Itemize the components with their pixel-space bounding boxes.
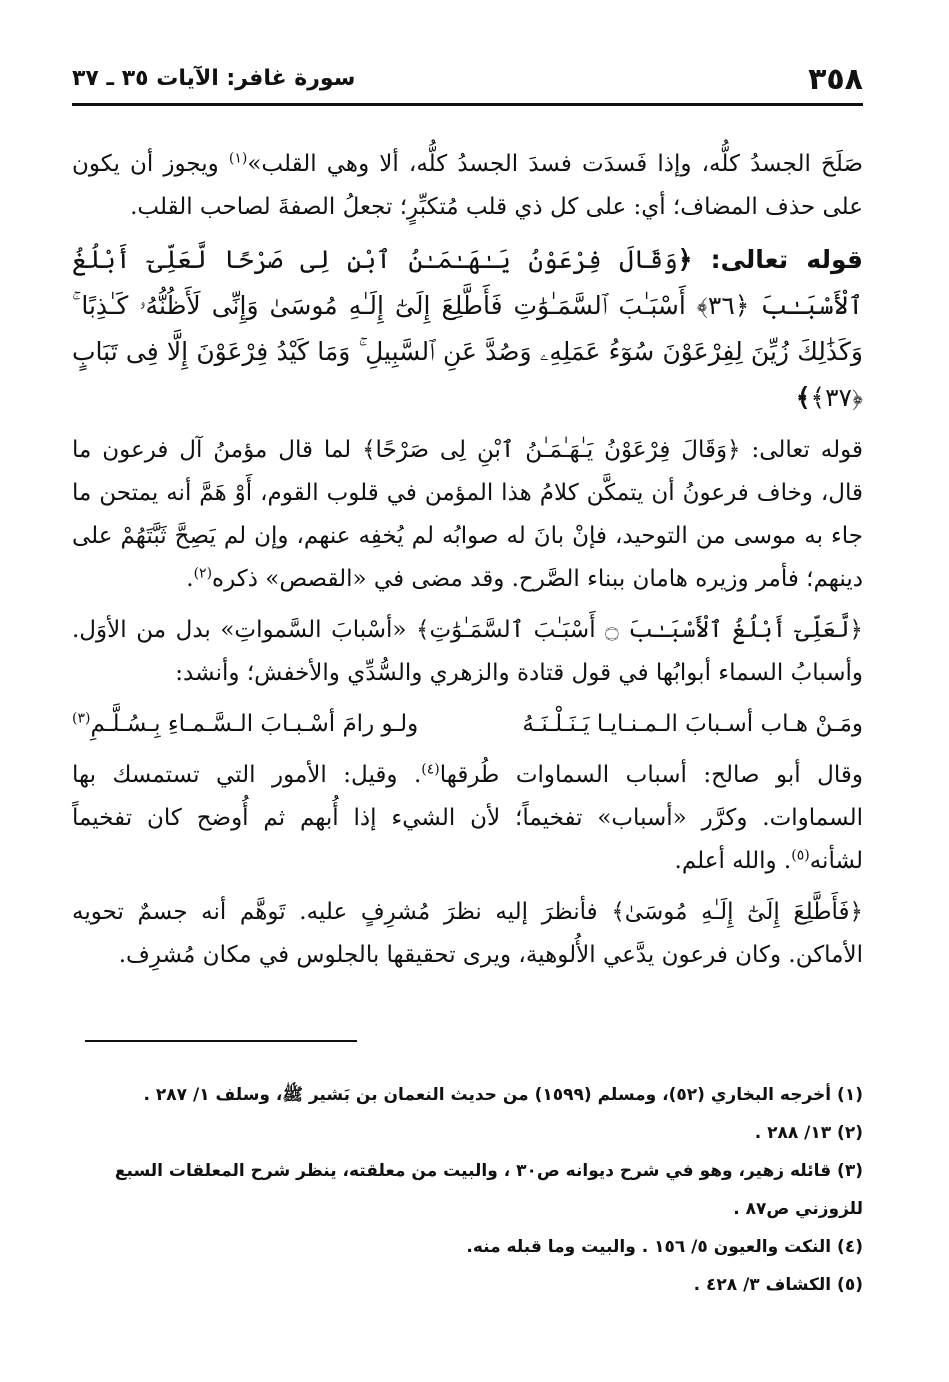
verse-block — [72, 237, 863, 421]
paragraph-2 — [72, 429, 863, 601]
paragraph-text: صَلَحَ الجسدُ كلُّه، وإذا فَسدَت فسدَ الجسدُ كلُّه، ألا وهي القلب» — [247, 151, 864, 177]
poem-verse — [72, 703, 863, 746]
footnote-5: (٥) الكشاف ٣/ ٤٢٨ . — [693, 1275, 863, 1295]
paragraph-text: . — [186, 566, 194, 592]
verse-lead: قوله تعالى: — [692, 245, 864, 274]
paragraph-text: وقال أبو صالح: أسباب السماوات طُرقها — [439, 762, 863, 788]
poem-second-hemistich: ولـو رامَ أسْـبـابَ الـسَّـمـاءِ بِـسُـلَّـمِ — [90, 711, 419, 737]
paragraph-text: . والله أعلم. — [674, 848, 792, 874]
quran-verse: وَقَالَ فِرْعَوْنُ يَـٰهَـٰمَـٰنُ ٱبْنِ لِى صَرْحًا لَّعَلِّىٓ أَبْلُغُ ٱلْأَسْبَـٰبَ ﴿٣٦﴾ أَسْبَـٰبَ ٱلسَّمَـٰوَٰتِ فَأَطَّلِعَ إِلَىٰٓ إِلَـٰهِ مُوسَىٰ وَإِنِّى لَأَظُنُّهُۥ كَـٰذِبًا ۚ وَكَذَٰلِكَ زُيِّنَ لِفِرْعَوْنَ سُوٓءُ عَمَلِهِۦ وَصُدَّ عَنِ ٱلسَّبِيلِ ۚ وَمَا كَيْدُ فِرْعَوْنَ إِلَّا فِى تَبَابٍ ﴿٣٧﴾ — [72, 245, 863, 412]
paragraph-text: لما قال مؤمنُ آل فرعون ما قال، وخاف فرعونُ أن يتمكَّن كلامُ هذا المؤمن في قلوب القوم، أَوْ هَمَّ أنه يمتحن ما جاء به موسى من التوحيد، فإنْ بانَ له صوابُه لم يُخفِه عنهم، وإن لم يَصِحَّ ثَبَّتَهُمْ على دينهم؛ فأمر وزيره هامان ببناء الصَّرح. وقد مضى في «القصص» ذكره — [72, 437, 863, 592]
quran-quote: ﴿لَّعَلِّىٓ أَبْلُغُ ٱلْأَسْبَـٰبَ ۝ أَسْبَـٰبَ ٱلسَّمَـٰوَٰتِ﴾ — [416, 617, 863, 643]
footnote-ref-4: (٤) — [421, 761, 440, 778]
poem-first-hemistich: ومَـنْ هـاب أسـبابَ الـمـنـايـا يَـنَـلْـنَـهُ — [522, 711, 863, 737]
paragraph-4 — [72, 754, 863, 883]
paragraph-3 — [72, 609, 863, 695]
paragraph-text: . وقيل: الأمور التي تستمسك بها السماوات. وكرَّر «أسباب» تفخيماً؛ لأن الشيء إذا أُبهم ثم أُوضح كان تفخيماً لشأنه — [72, 762, 863, 874]
paragraph-text: «أسْبابَ السَّمواتِ» بدل من الأوَل. وأسبابُ السماء أبوابُها في قول قتادة والزهري والسُّدِّي والأخفش؛ وأنشد: — [72, 617, 863, 686]
footnote-1: (١) أخرجه البخاري (٥٢)، ومسلم (١٥٩٩) من حديث النعمان بن بَشير ﷺ، وسلف ١/ ٢٨٧ . — [143, 1085, 863, 1105]
page-header — [72, 62, 863, 96]
footnote-ref-5: (٥) — [791, 847, 810, 864]
footnote-ref-3: (٣) — [72, 710, 91, 727]
running-head: سورة غافر: الآيات ٣٥ ـ ٣٧ — [72, 66, 356, 91]
paragraph-text: فأنظرَ إليه نظرَ مُشرِفٍ عليه. تَوهَّم أنه جسمٌ تحويه الأماكن. وكان فرعون يدَّعي الأُلوهية، ويرى تحقيقها بالجلوس في مكان مُشرِف. — [72, 899, 863, 968]
footnotes — [72, 1076, 863, 1304]
footnote-rule — [85, 1040, 357, 1042]
footnote-2: (٢) ١٣/ ٢٨٨ . — [754, 1123, 863, 1143]
quran-quote: ﴿فَأَطَّلِعَ إِلَىٰٓ إِلَـٰهِ مُوسَىٰ﴾ — [611, 899, 863, 925]
paragraph-text: ويجوز أن يكون على حذف المضاف؛ أي: على كل ذي قلب مُتكبِّرٍ؛ تجعلُ الصفةَ لصاحب القلب. — [72, 151, 863, 220]
quran-quote: ﴿وَقَالَ فِرْعَوْنُ يَـٰهَـٰمَـٰنُ ٱبْنِ لِى صَرْحًا﴾ — [362, 437, 741, 463]
footnote-4: (٤) النكت والعيون ٥/ ١٥٦ . والبيت وما قبله منه. — [466, 1237, 863, 1257]
header-rule — [72, 103, 863, 106]
footnote-3: (٣) قائله زهير، وهو في شرح ديوانه ص٣٠ ، والبيت من معلقته، ينظر شرح المعلقات السبع للزوزني ص٨٧ . — [114, 1161, 863, 1219]
main-text — [72, 143, 863, 985]
paragraph-lead: قوله تعالى: — [740, 437, 863, 463]
page-number: ٣٥٨ — [808, 62, 863, 97]
footnote-ref-1: (١) — [228, 150, 248, 167]
verse-close-bracket: ﴾ — [795, 383, 811, 412]
paragraph-5 — [72, 891, 863, 977]
footnote-ref-2: (٢) — [193, 565, 213, 582]
paragraph-1 — [72, 143, 863, 229]
verse-open-bracket: ﴿ — [677, 245, 693, 274]
